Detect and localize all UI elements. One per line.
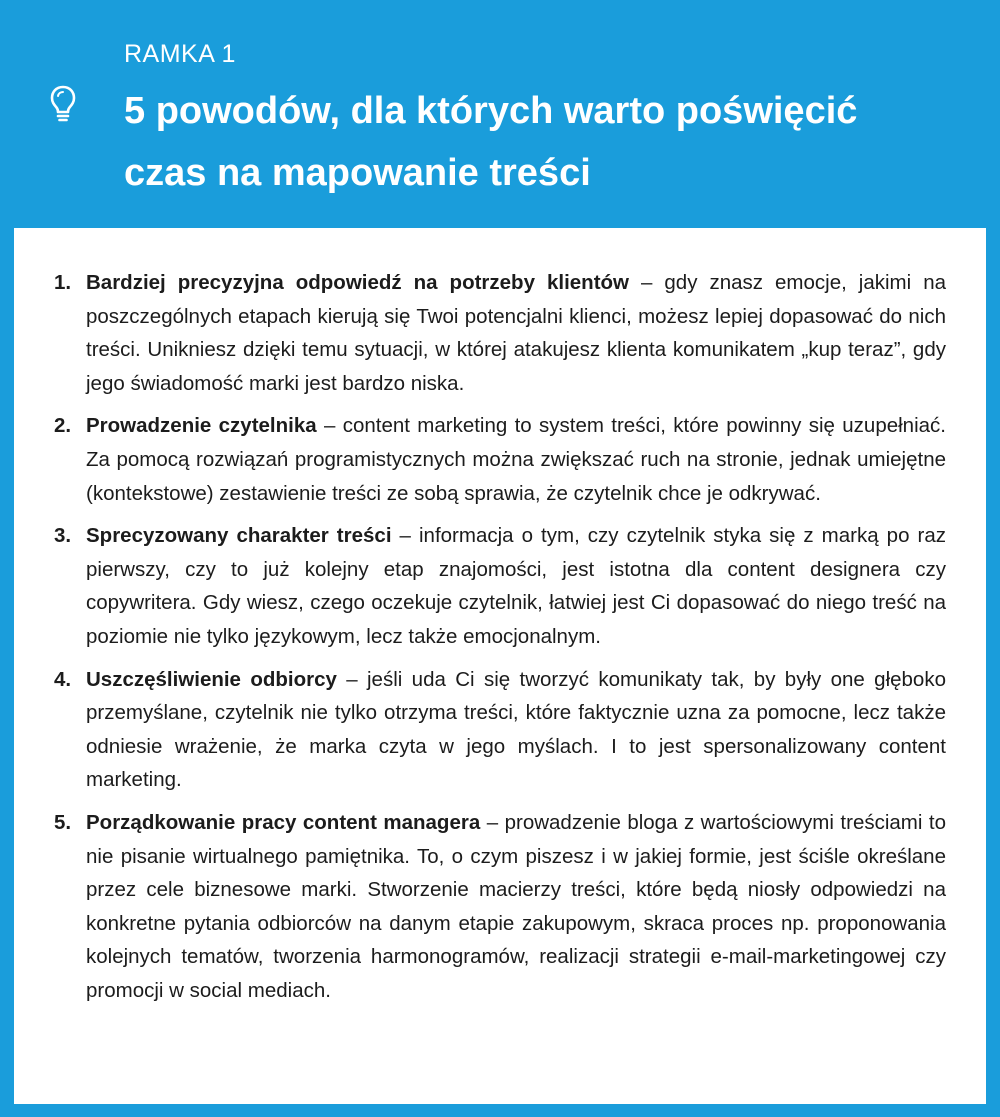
item-number: 1.: [54, 271, 72, 294]
item-text: – jeśli uda Ci się tworzyć komunikaty tak, by były one głęboko przemyślane, czytelnik nie tylko otrzyma treści, które faktycznie uzna za pomocne, lecz także odniesie wrażenie, że marka czyta w jego myślach. I to jest spersonalizowany content marketing.: [86, 667, 946, 792]
item-text: – content marketing to system treści, które powinny się uzupełniać. Za pomocą rozwiązań programistycznych można zwiększać ruch na stronie, jednak umiejętne (kontekstowe) zestawienie treści ze sobą sprawia, że czytelnik chce je odkrywać.: [86, 414, 946, 505]
lightbulb-icon: [48, 84, 78, 124]
box-header: [0, 0, 1000, 228]
item-text: – informacja o tym, czy czytelnik styka się z marką po raz pierwszy, czy to już kolejny etap znajomości, jest istotna dla content designera czy copywritera. Gdy wiesz, czego oczekuje czytelnik, łatwiej jest Ci dopasować do niego treść na poziomie nie tylko językowym, lecz także emocjonalnym.: [86, 524, 946, 648]
item-number: 4.: [54, 667, 72, 691]
item-lead: Prowadzenie czytelnika: [86, 414, 317, 438]
list-item: [54, 519, 946, 653]
item-number: 5.: [54, 810, 72, 834]
item-number: 2.: [54, 414, 72, 438]
item-lead: Bardziej precyzyjna odpowiedź na potrzeby klientów: [86, 271, 629, 294]
box-body: [14, 228, 986, 1104]
reasons-list: [54, 266, 946, 1016]
box-kicker: RAMKA 1: [124, 40, 236, 68]
item-lead: Sprecyzowany charakter treści: [86, 524, 392, 548]
list-item: [54, 409, 946, 510]
item-lead: Uszczęśliwienie odbiorcy: [86, 667, 337, 691]
box-title: 5 powodów, dla których warto poświęcić czas na mapowanie treści: [124, 90, 858, 194]
list-item: [54, 806, 946, 1008]
list-item: [54, 266, 946, 400]
item-text: – prowadzenie bloga z wartościowymi treściami to nie pisanie wirtualnego pamiętnika. To, o czym piszesz i w jakiej formie, jest ściśle określane przez cele biznesowe marki. Stworzenie macierzy treści, które będą niosły odpowiedzi na konkretne pytania odbiorców na danym etapie zakupowym, skraca proces np. proponowania kolejnych tematów, tworzenia harmonogramów, realizacji strategii e-mail-marketingowej czy promocji w social mediach.: [86, 810, 946, 1002]
item-text: – gdy znasz emocje, jakimi na poszczególnych etapach kierują się Twoi potencjalni klienci, możesz lepiej dopasować do nich treści. Unikniesz dzięki temu sytuacji, w której atakujesz klienta komunikatem „kup teraz”, gdy jego świadomość marki jest bardzo niska.: [86, 271, 946, 395]
list-item: [54, 663, 946, 797]
item-number: 3.: [54, 524, 72, 548]
item-lead: Porządkowanie pracy content managera: [86, 810, 481, 834]
